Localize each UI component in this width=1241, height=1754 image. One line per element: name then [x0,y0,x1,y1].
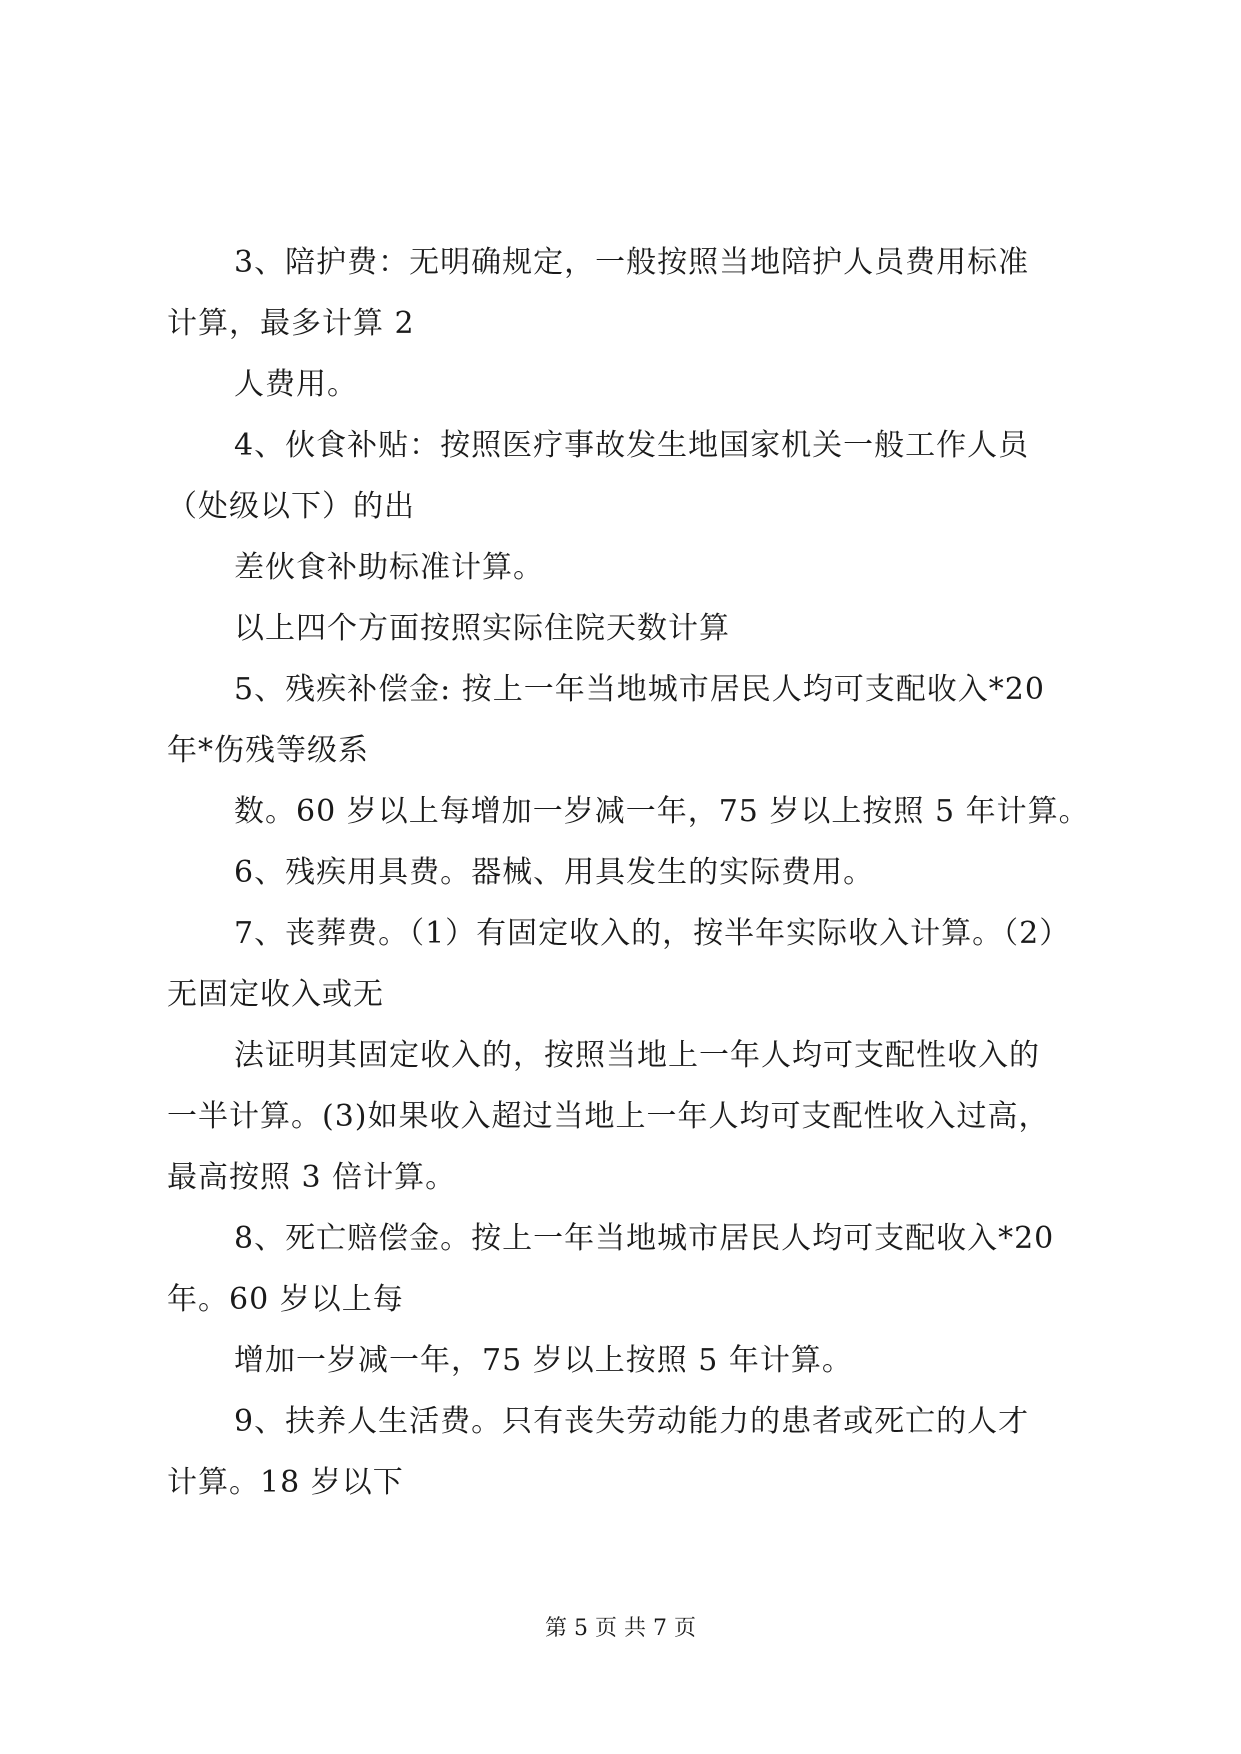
text-line: 4、伙食补贴：按照医疗事故发生地国家机关一般工作人员 [234,428,1030,463]
document-body [167,232,1097,1513]
text-line: 以上四个方面按照实际住院天数计算 [234,611,730,646]
text-line: 5、残疾补偿金: 按上一年当地城市居民人均可支配收入*20 [234,672,1045,707]
text-line: 计算。18 岁以下 [167,1465,404,1500]
text-line: 人费用。 [234,367,358,402]
text-line: （处级以下）的出 [167,489,415,524]
text-line: 年。60 岁以上每 [167,1282,404,1317]
text-line: 增加一岁减一年，75 岁以上按照 5 年计算。 [234,1343,853,1378]
text-line: 差伙食补助标准计算。 [234,550,544,585]
text-line: 3、陪护费：无明确规定，一般按照当地陪护人员费用标准 [234,245,1030,280]
page-number-footer: 第 5 页 共 7 页 [545,1616,696,1641]
text-line: 计算，最多计算 2 [167,306,415,341]
text-line: 最高按照 3 倍计算。 [167,1160,457,1195]
text-line: 7、丧葬费。（1）有固定收入的，按半年实际收入计算。（2） [234,916,1071,951]
text-line: 年*伤残等级系 [167,733,369,768]
text-line: 9、扶养人生活费。只有丧失劳动能力的患者或死亡的人才 [234,1404,1030,1439]
text-line: 6、残疾用具费。器械、用具发生的实际费用。 [234,855,875,890]
text-line: 一半计算。(3)如果收入超过当地上一年人均可支配性收入过高， [167,1099,1050,1134]
text-line: 法证明其固定收入的，按照当地上一年人均可支配性收入的 [234,1038,1040,1073]
text-line: 数。60 岁以上每增加一岁减一年，75 岁以上按照 5 年计算。 [234,794,1090,829]
text-line: 8、死亡赔偿金。按上一年当地城市居民人均可支配收入*20 [234,1221,1055,1256]
text-line: 无固定收入或无 [167,977,384,1012]
